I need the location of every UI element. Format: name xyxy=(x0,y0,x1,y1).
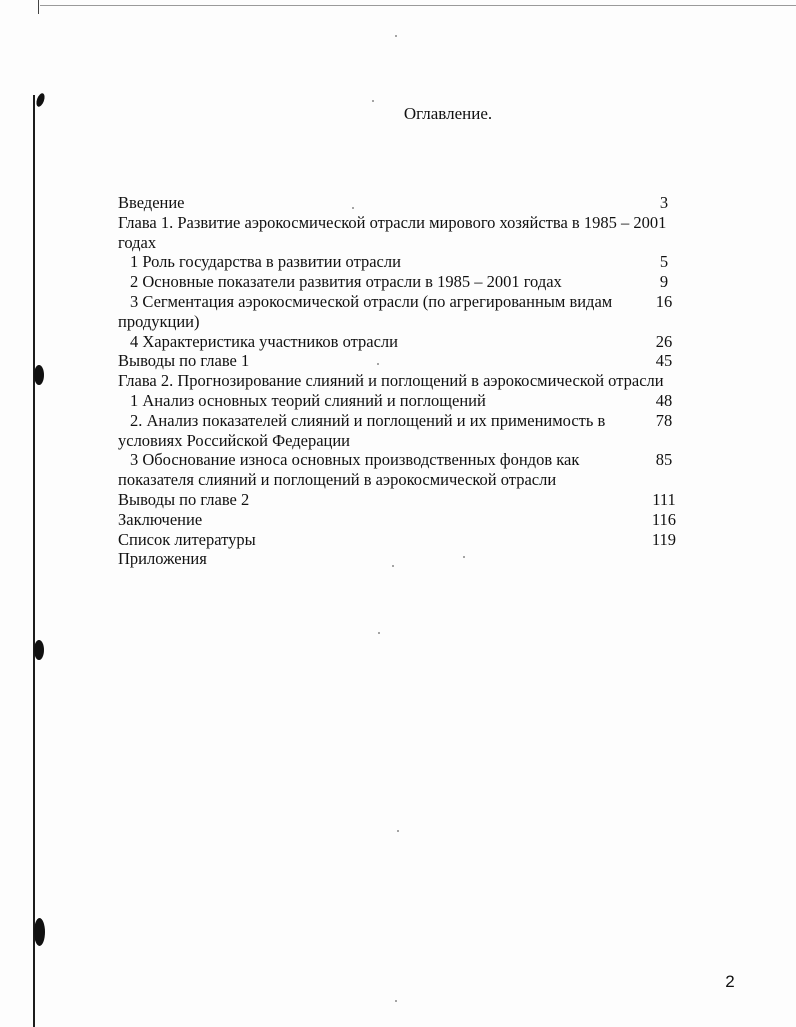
toc-entry-page: 26 xyxy=(655,331,673,351)
toc-entry-title: 3 Обоснование износа основных производственных фондов как показателя слияний и поглощений в аэрокосмической отрасли xyxy=(118,450,580,490)
toc-entry-title: Глава 1. Развитие аэрокосмической отрасли мирового хозяйства в 1985 – 2001 годах xyxy=(118,212,667,252)
toc-entry-title: Приложения xyxy=(118,549,207,569)
binding-hole-mark xyxy=(34,640,44,660)
table-of-contents xyxy=(118,193,686,569)
binding-hole-mark xyxy=(34,365,44,385)
toc-entry-title: 1 Роль государства в развитии отрасли xyxy=(130,252,401,272)
toc-entry xyxy=(118,213,686,253)
toc-entry-title: Список литературы xyxy=(118,529,256,549)
toc-entry-page: 119 xyxy=(651,529,677,549)
toc-entry-page: 85 xyxy=(655,450,673,470)
scan-speck xyxy=(378,632,380,634)
toc-entry-title: Глава 2. Прогнозирование слияний и поглощений в аэрокосмической отрасли xyxy=(118,371,664,391)
toc-entry-page: 48 xyxy=(655,390,673,410)
toc-entry xyxy=(118,193,686,213)
toc-entry-title: Заключение xyxy=(118,509,203,529)
scan-corner-mark xyxy=(38,0,39,14)
toc-entry-title: 2 Основные показатели развития отрасли в 1985 – 2001 годах xyxy=(130,272,562,292)
toc-entry-title: Введение xyxy=(118,193,185,212)
toc-title: Оглавление. xyxy=(403,104,493,123)
toc-entry xyxy=(118,332,686,352)
toc-entry-page: 16 xyxy=(655,291,673,311)
toc-entry-page: 116 xyxy=(651,509,677,529)
toc-entry xyxy=(118,490,686,510)
binding-hole-mark xyxy=(34,918,45,946)
toc-entry-title: 4 Характеристика участников отрасли xyxy=(130,331,398,351)
toc-entry xyxy=(118,351,686,371)
toc-entry xyxy=(118,371,686,391)
toc-entry xyxy=(118,530,686,550)
toc-entry xyxy=(118,292,686,332)
toc-entry-page: 9 xyxy=(659,272,669,292)
scan-left-border xyxy=(33,95,35,1027)
toc-entry xyxy=(118,272,686,292)
toc-entry xyxy=(118,252,686,272)
toc-entry xyxy=(118,549,686,569)
toc-entry-page: 111 xyxy=(652,489,676,509)
toc-entry xyxy=(118,411,686,451)
scan-speck xyxy=(397,830,399,832)
scan-speck xyxy=(395,1000,397,1002)
toc-entry-title: Выводы по главе 1 xyxy=(118,351,250,371)
scan-top-border xyxy=(40,5,796,6)
toc-entry-title: 3 Сегментация аэрокосмической отрасли (по агрегированным видам продукции) xyxy=(118,291,613,331)
toc-entry xyxy=(118,391,686,411)
toc-entry-page: 5 xyxy=(659,252,669,272)
binding-hole-mark xyxy=(35,92,46,108)
toc-entry xyxy=(118,510,686,530)
toc-entry-page: 78 xyxy=(655,410,673,430)
toc-entry-title: 2. Анализ показателей слияний и поглощений и их применимость в условиях Российской Федерации xyxy=(118,410,606,450)
toc-entry xyxy=(118,450,686,490)
scan-speck xyxy=(372,100,374,102)
toc-entry-page: 3 xyxy=(659,193,669,212)
toc-entry-page: 45 xyxy=(655,351,673,371)
scan-speck xyxy=(395,35,397,37)
toc-entry-title: Выводы по главе 2 xyxy=(118,489,250,509)
page-number: 2 xyxy=(725,972,735,991)
toc-entry-title: 1 Анализ основных теорий слияний и поглощений xyxy=(130,390,486,410)
